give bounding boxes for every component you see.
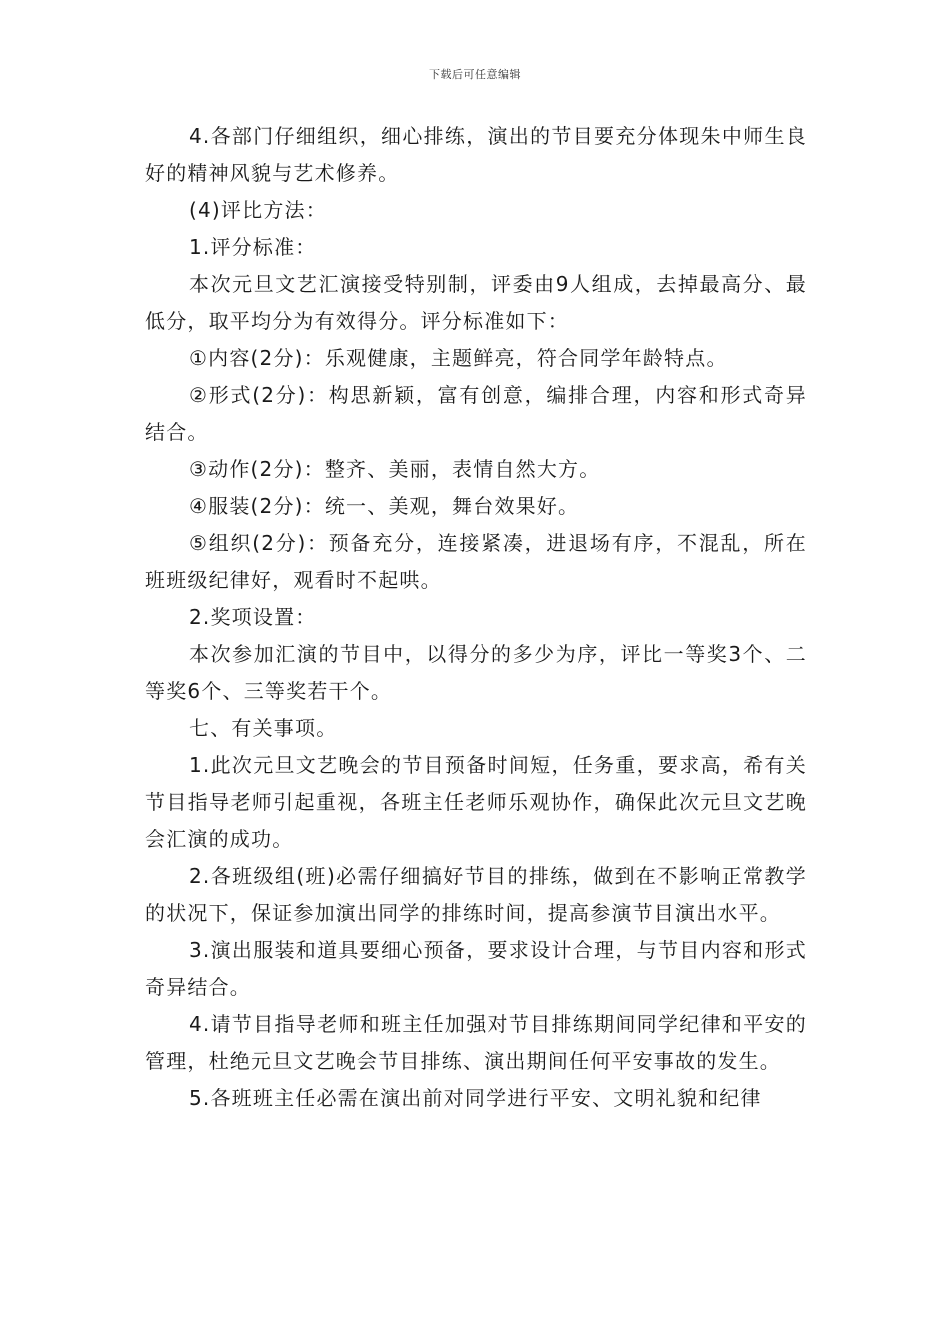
matter-item-3: 3.演出服装和道具要细心预备，要求设计合理，与节目内容和形式奇异结合。: [145, 938, 807, 999]
criterion-organization: ⑤组织(2分)：预备充分，连接紧凑，进退场有序，不混乱，所在班班级纪律好，观看时不起哄。: [145, 531, 807, 592]
criterion-costume: ④服装(2分)：统一、美观，舞台效果好。: [189, 494, 580, 518]
document-body: [145, 118, 807, 1117]
criterion-form: ②形式(2分)：构思新颖，富有创意，编排合理，内容和形式奇异结合。: [145, 383, 807, 444]
paragraph-awards: 本次参加汇演的节目中，以得分的多少为序，评比一等奖3个、二等奖6个、三等奖若干个。: [145, 642, 807, 703]
matter-item-4: 4.请节目指导老师和班主任加强对节目排练期间同学纪律和平安的管理，杜绝元旦文艺晚会节目排练、演出期间任何平安事故的发生。: [145, 1012, 807, 1073]
heading-related-matters: 七、有关事项。: [189, 716, 338, 740]
paragraph-dept-organize: 4.各部门仔细组织，细心排练，演出的节目要充分体现朱中师生良好的精神风貌与艺术修养。: [145, 124, 807, 185]
heading-scoring-standard: 1.评分标准：: [189, 235, 317, 259]
matter-item-5: 5.各班班主任必需在演出前对同学进行平安、文明礼貌和纪律: [189, 1086, 762, 1110]
page-header-note: 下载后可任意编辑: [429, 68, 521, 81]
heading-awards: 2.奖项设置：: [189, 605, 317, 629]
paragraph-scoring-intro: 本次元旦文艺汇演接受特别制，评委由9人组成，去掉最高分、最低分，取平均分为有效得分。评分标准如下：: [145, 272, 807, 333]
matter-item-1: 1.此次元旦文艺晚会的节目预备时间短，任务重，要求高，希有关节目指导老师引起重视，各班主任老师乐观协作，确保此次元旦文艺晚会汇演的成功。: [145, 753, 807, 851]
matter-item-2: 2.各班级组(班)必需仔细搞好节目的排练，做到在不影响正常教学的状况下，保证参加演出同学的排练时间，提高参演节目演出水平。: [145, 864, 807, 925]
heading-evaluation-method: (4)评比方法：: [189, 198, 327, 222]
criterion-content: ①内容(2分)：乐观健康，主题鲜亮，符合同学年龄特点。: [189, 346, 728, 370]
criterion-movement: ③动作(2分)：整齐、美丽，表情自然大方。: [189, 457, 601, 481]
